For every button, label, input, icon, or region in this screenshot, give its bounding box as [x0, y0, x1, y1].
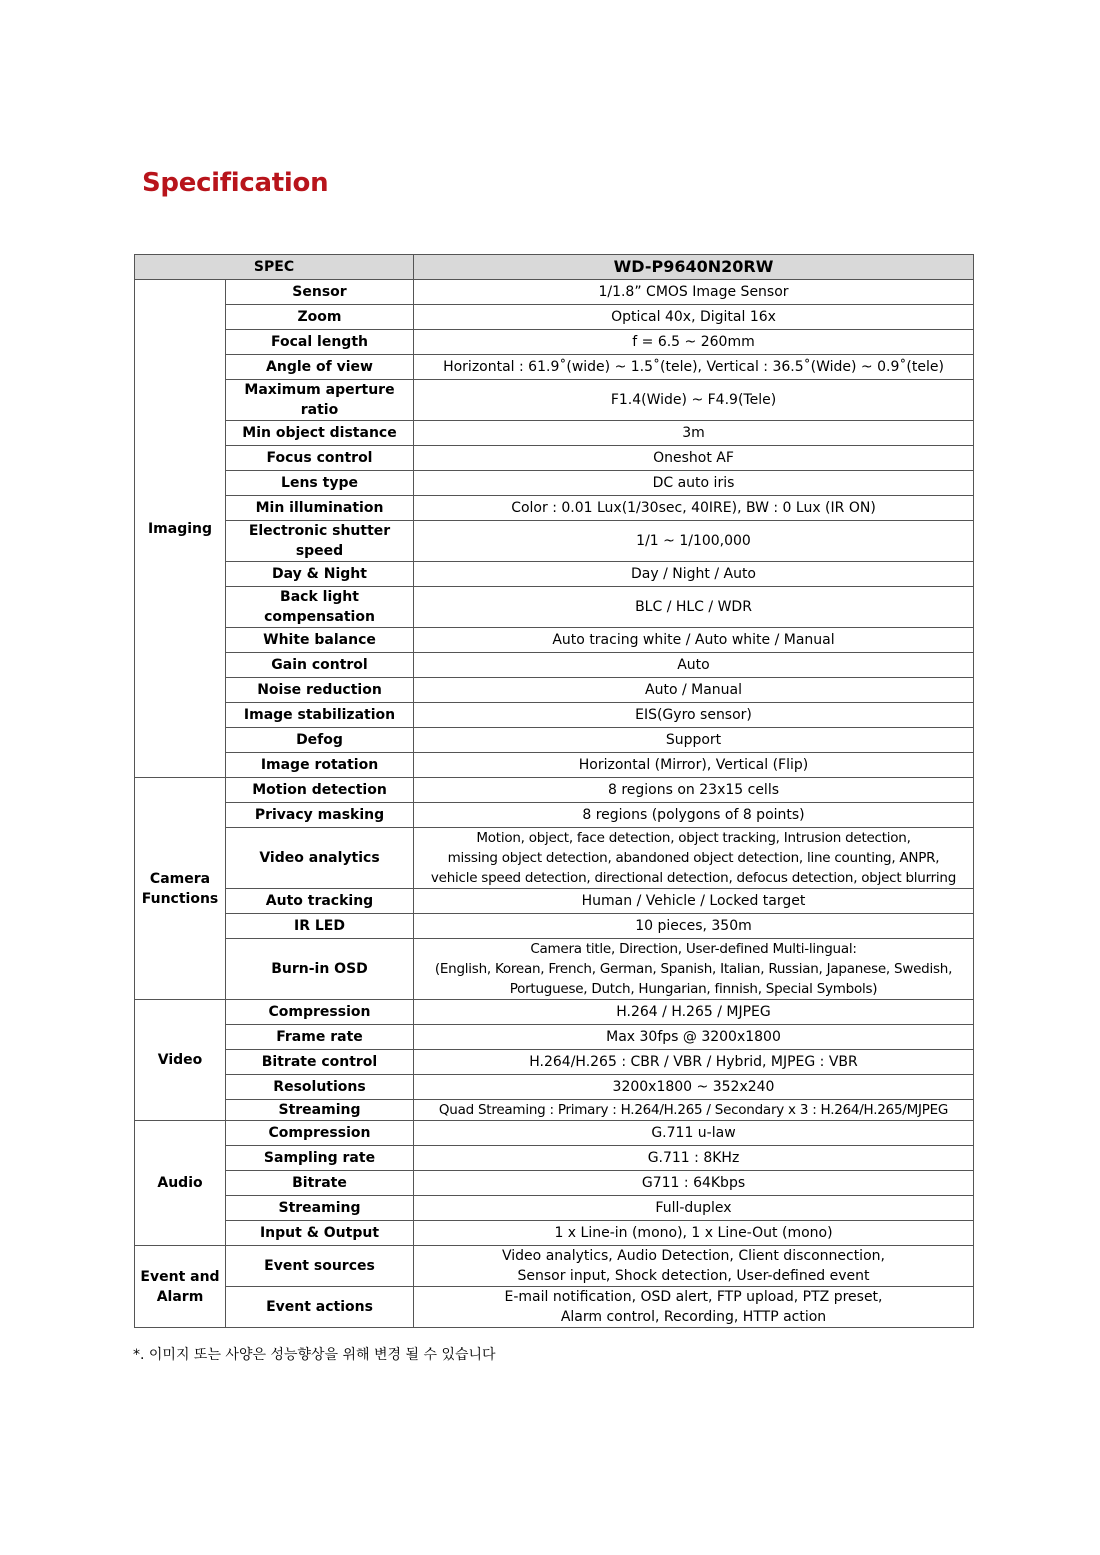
feature-cell: Back light compensation [226, 587, 414, 628]
table-row [135, 678, 974, 703]
feature-cell: Frame rate [226, 1025, 414, 1050]
value-cell: Day / Night / Auto [414, 562, 974, 587]
feature-cell: Input & Output [226, 1221, 414, 1246]
category-cell: Event and Alarm [135, 1246, 226, 1328]
feature-cell: Sensor [226, 280, 414, 305]
feature-cell: Event sources [226, 1246, 414, 1287]
value-cell: 8 regions (polygons of 8 points) [414, 803, 974, 828]
value-cell: 1/1 ~ 1/100,000 [414, 521, 974, 562]
feature-cell: White balance [226, 628, 414, 653]
feature-cell: Angle of view [226, 355, 414, 380]
value-cell: Color : 0.01 Lux(1/30sec, 40IRE), BW : 0 Lux (IR ON) [414, 496, 974, 521]
value-cell: Camera title, Direction, User-defined Multi-lingual: (English, Korean, French, German, Spanish, Italian, Russian, Japanese, Swedish, Portuguese, Dutch, Hungarian, finnish, Special Symbols) [414, 939, 974, 1000]
feature-cell: Burn-in OSD [226, 939, 414, 1000]
table-row [135, 889, 974, 914]
value-cell: f = 6.5 ~ 260mm [414, 330, 974, 355]
feature-cell: Streaming [226, 1196, 414, 1221]
category-cell: Audio [135, 1121, 226, 1246]
feature-cell: Electronic shutter speed [226, 521, 414, 562]
table-row [135, 753, 974, 778]
table-row [135, 1025, 974, 1050]
feature-cell: Bitrate control [226, 1050, 414, 1075]
value-cell: Auto [414, 653, 974, 678]
table-row [135, 728, 974, 753]
feature-cell: Gain control [226, 653, 414, 678]
feature-cell: Event actions [226, 1287, 414, 1328]
table-row [135, 1171, 974, 1196]
value-cell: Auto / Manual [414, 678, 974, 703]
feature-cell: Privacy masking [226, 803, 414, 828]
value-cell: Horizontal (Mirror), Vertical (Flip) [414, 753, 974, 778]
table-row [135, 330, 974, 355]
table-row [135, 280, 974, 305]
feature-cell: Lens type [226, 471, 414, 496]
table-row [135, 803, 974, 828]
feature-cell: Video analytics [226, 828, 414, 889]
value-cell: Human / Vehicle / Locked target [414, 889, 974, 914]
value-cell: F1.4(Wide) ~ F4.9(Tele) [414, 380, 974, 421]
table-row [135, 1196, 974, 1221]
value-cell: 8 regions on 23x15 cells [414, 778, 974, 803]
table-row [135, 380, 974, 421]
category-cell: Imaging [135, 280, 226, 778]
feature-cell: Streaming [226, 1100, 414, 1121]
table-row [135, 496, 974, 521]
table-header-row [135, 255, 974, 280]
table-row [135, 703, 974, 728]
feature-cell: Day & Night [226, 562, 414, 587]
feature-cell: Compression [226, 1121, 414, 1146]
feature-cell: Image rotation [226, 753, 414, 778]
feature-cell: Resolutions [226, 1075, 414, 1100]
value-cell: Max 30fps @ 3200x1800 [414, 1025, 974, 1050]
table-row [135, 1246, 974, 1287]
feature-cell: Maximum aperture ratio [226, 380, 414, 421]
feature-cell: Defog [226, 728, 414, 753]
table-row [135, 1146, 974, 1171]
feature-cell: Auto tracking [226, 889, 414, 914]
value-cell: Optical 40x, Digital 16x [414, 305, 974, 330]
value-cell: G.711 : 8KHz [414, 1146, 974, 1171]
value-cell: 3200x1800 ~ 352x240 [414, 1075, 974, 1100]
value-cell: Full-duplex [414, 1196, 974, 1221]
feature-cell: Compression [226, 1000, 414, 1025]
feature-cell: Sampling rate [226, 1146, 414, 1171]
value-cell: Video analytics, Audio Detection, Client disconnection, Sensor input, Shock detection, User-defined event [414, 1246, 974, 1287]
table-row [135, 1121, 974, 1146]
table-row [135, 1100, 974, 1121]
table-row [135, 828, 974, 889]
feature-cell: Image stabilization [226, 703, 414, 728]
table-row [135, 1287, 974, 1328]
value-cell: 10 pieces, 350m [414, 914, 974, 939]
table-row [135, 562, 974, 587]
value-cell: Quad Streaming : Primary : H.264/H.265 / Secondary x 3 : H.264/H.265/MJPEG [414, 1100, 974, 1121]
table-row [135, 446, 974, 471]
table-row [135, 1075, 974, 1100]
table-row [135, 1050, 974, 1075]
feature-cell: Min illumination [226, 496, 414, 521]
category-cell: Camera Functions [135, 778, 226, 1000]
value-cell: 1/1.8” CMOS Image Sensor [414, 280, 974, 305]
feature-cell: Motion detection [226, 778, 414, 803]
value-cell: G.711 u-law [414, 1121, 974, 1146]
page-title: Specification [142, 168, 329, 198]
table-row [135, 1221, 974, 1246]
footnote: *. 이미지 또는 사양은 성능향상을 위해 변경 될 수 있습니다 [133, 1347, 496, 1363]
table-row [135, 778, 974, 803]
table-row [135, 521, 974, 562]
table-row [135, 421, 974, 446]
table-row [135, 939, 974, 1000]
value-cell: Motion, object, face detection, object tracking, Intrusion detection, missing object detection, abandoned object detection, line counting, ANPR, vehicle speed detection, directional detection, defocus detection, object blurring [414, 828, 974, 889]
value-cell: Oneshot AF [414, 446, 974, 471]
feature-cell: Noise reduction [226, 678, 414, 703]
value-cell: Support [414, 728, 974, 753]
value-cell: H.264 / H.265 / MJPEG [414, 1000, 974, 1025]
feature-cell: Focal length [226, 330, 414, 355]
spec-header: SPEC [135, 255, 414, 280]
table-row [135, 914, 974, 939]
feature-cell: Zoom [226, 305, 414, 330]
category-cell: Video [135, 1000, 226, 1121]
spec-table [134, 254, 974, 1328]
value-cell: E-mail notification, OSD alert, FTP upload, PTZ preset, Alarm control, Recording, HTTP action [414, 1287, 974, 1328]
spec-table-body [135, 280, 974, 1328]
value-cell: G711 : 64Kbps [414, 1171, 974, 1196]
value-cell: 1 x Line-in (mono), 1 x Line-Out (mono) [414, 1221, 974, 1246]
value-cell: Horizontal : 61.9˚(wide) ~ 1.5˚(tele), Vertical : 36.5˚(Wide) ~ 0.9˚(tele) [414, 355, 974, 380]
feature-cell: IR LED [226, 914, 414, 939]
feature-cell: Min object distance [226, 421, 414, 446]
table-row [135, 305, 974, 330]
table-row [135, 653, 974, 678]
table-row [135, 355, 974, 380]
feature-cell: Focus control [226, 446, 414, 471]
value-cell: 3m [414, 421, 974, 446]
feature-cell: Bitrate [226, 1171, 414, 1196]
value-cell: H.264/H.265 : CBR / VBR / Hybrid, MJPEG : VBR [414, 1050, 974, 1075]
model-header: WD-P9640N20RW [414, 255, 974, 280]
value-cell: BLC / HLC / WDR [414, 587, 974, 628]
value-cell: DC auto iris [414, 471, 974, 496]
value-cell: EIS(Gyro sensor) [414, 703, 974, 728]
table-row [135, 1000, 974, 1025]
table-row [135, 587, 974, 628]
value-cell: Auto tracing white / Auto white / Manual [414, 628, 974, 653]
table-row [135, 628, 974, 653]
table-row [135, 471, 974, 496]
